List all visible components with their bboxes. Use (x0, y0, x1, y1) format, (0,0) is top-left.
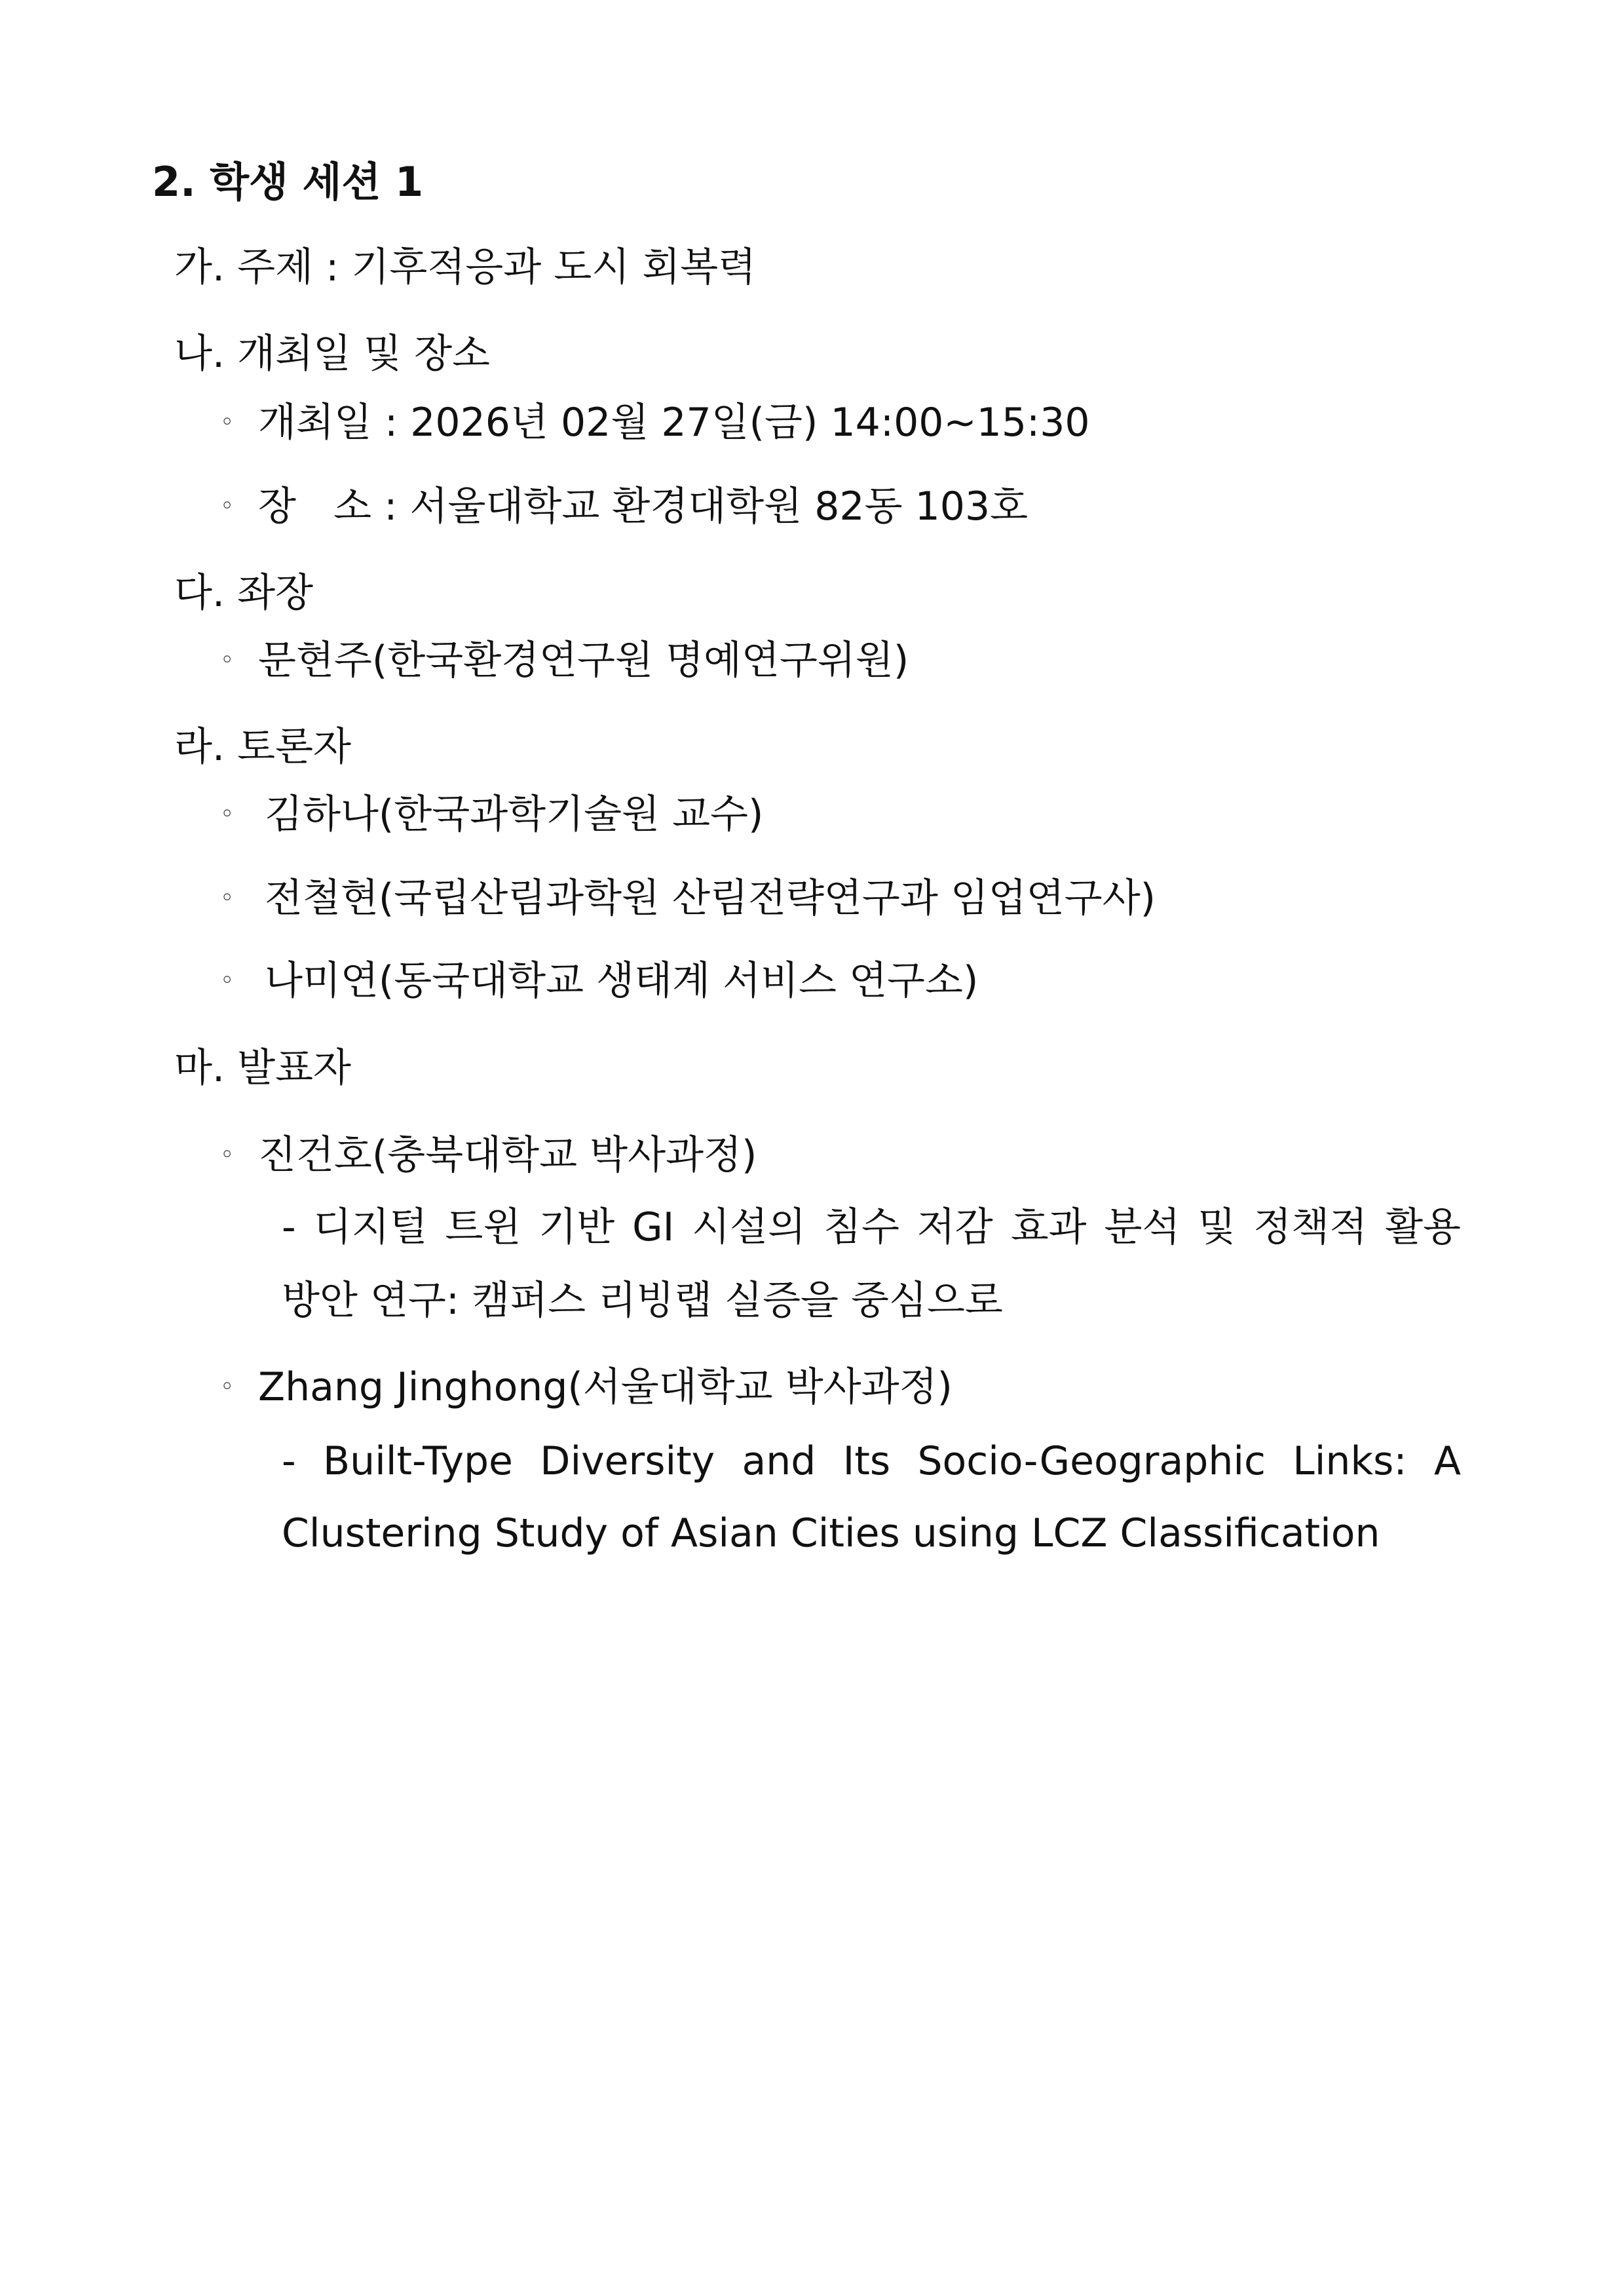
discussant-3: 나미연(동국대학교 생태계 서비스 연구소) (265, 958, 979, 1004)
presenter-1-name: 진건호(충북대학교 박사과정) (258, 1132, 757, 1178)
discussant-1: 김하나(한국과학기술원 교수) (265, 792, 764, 837)
item-da-heading: 다. 좌장 (174, 570, 314, 616)
presenter-2-name: Zhang Jinghong(서울대학교 박사과정) (258, 1364, 953, 1410)
bullet-icon: ◦ (220, 801, 235, 828)
bullet-icon: ◦ (220, 647, 235, 674)
bullet-icon: ◦ (220, 967, 235, 994)
bullet-icon: ◦ (220, 409, 235, 436)
item-ma-heading: 마. 발표자 (174, 1045, 351, 1091)
item-da-chair: 문현주(한국환경연구원 명예연구위원) (258, 638, 909, 683)
item-ga-topic: 가. 주제 : 기후적응과 도시 회복력 (174, 244, 757, 290)
bullet-icon: ◦ (220, 1373, 235, 1400)
item-na-place: 장 소 : 서울대학교 환경대학원 82동 103호 (258, 484, 1029, 529)
presenter-2-topic-line1: - Built-Type Diversity and Its Socio-Geographic Links: A (282, 1438, 1461, 1484)
bullet-icon: ◦ (220, 493, 235, 520)
bullet-icon: ◦ (220, 885, 235, 911)
discussant-2: 전철현(국립산림과학원 산림전략연구과 임업연구사) (265, 875, 1156, 921)
section-title: 2. 학생 세션 1 (152, 158, 424, 206)
item-ra-heading: 라. 토론자 (174, 724, 351, 770)
item-na-date: 개최일 : 2026년 02월 27일(금) 14:00~15:30 (258, 400, 1090, 446)
presenter-1-topic-line2: 방안 연구: 캠퍼스 리빙랩 실증을 중심으로 (282, 1278, 1003, 1324)
presenter-1-topic-line1: - 디지털 트윈 기반 GI 시설의 침수 저감 효과 분석 및 정책적 활용 (282, 1204, 1461, 1250)
bullet-icon: ◦ (220, 1141, 235, 1168)
item-na-heading: 나. 개최일 및 장소 (174, 331, 491, 377)
presenter-2-topic-line2: Clustering Study of Asian Cities using LCZ Classification (282, 1510, 1380, 1556)
